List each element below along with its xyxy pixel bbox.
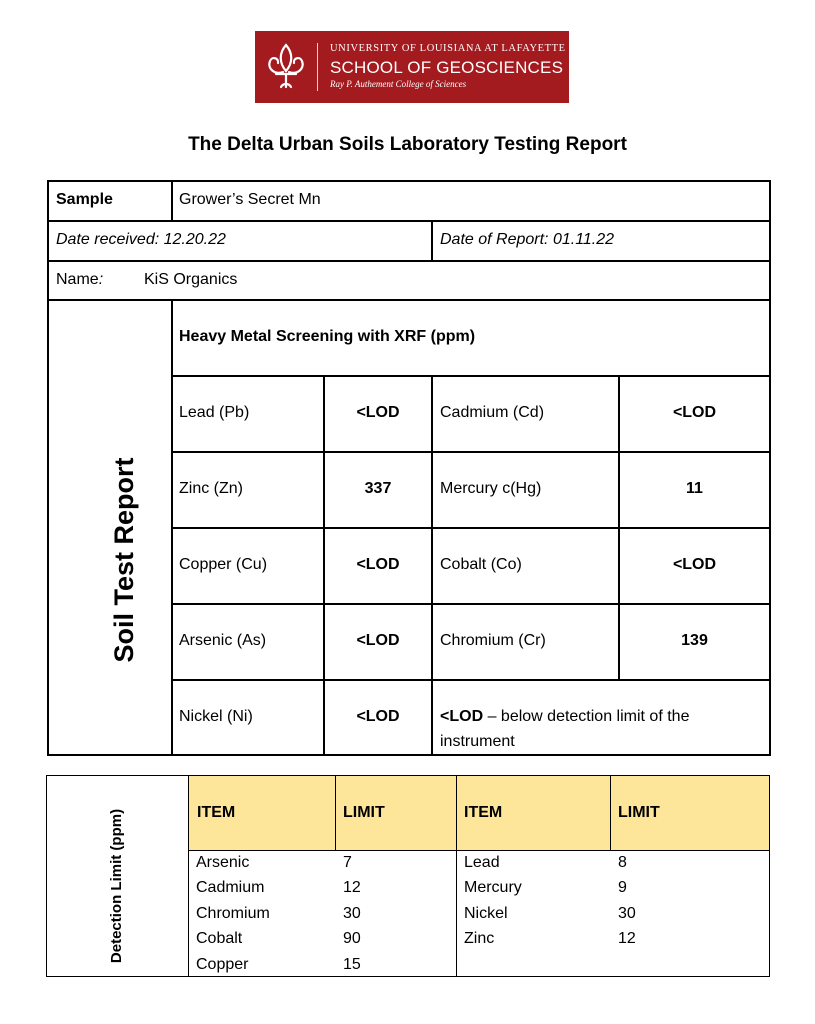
logo-divider bbox=[317, 43, 318, 91]
metal-name: Arsenic (As) bbox=[179, 632, 267, 649]
logo-university: UNIVERSITY OF LOUISIANA AT LAFAYETTE bbox=[330, 43, 566, 54]
detection-item: Lead bbox=[464, 854, 500, 871]
sample-value: Grower’s Secret Mn bbox=[179, 191, 321, 208]
detection-item: Nickel bbox=[464, 905, 508, 922]
lod-note-text: – below detection limit of the bbox=[483, 708, 690, 725]
detection-item: Copper bbox=[196, 956, 249, 973]
metal-name: Chromium (Cr) bbox=[440, 632, 546, 649]
detection-limit: 30 bbox=[618, 905, 636, 922]
detection-limit: 9 bbox=[618, 879, 627, 896]
detection-item: Zinc bbox=[464, 930, 495, 947]
metal-value: 337 bbox=[364, 480, 392, 497]
name-label bbox=[56, 271, 103, 289]
name-label-text: Name bbox=[56, 271, 99, 288]
lod-note-term: <LOD bbox=[440, 708, 484, 725]
metal-value: <LOD bbox=[672, 556, 717, 573]
logo-college: Ray P. Authement College of Sciences bbox=[330, 79, 467, 89]
report-title: The Delta Urban Soils Laboratory Testing Report bbox=[188, 134, 627, 155]
metal-value: 11 bbox=[686, 480, 703, 497]
metal-value: <LOD bbox=[356, 404, 400, 421]
lod-note-continued: instrument bbox=[440, 733, 515, 750]
detection-item: Cadmium bbox=[196, 879, 265, 896]
metal-value: <LOD bbox=[356, 632, 400, 649]
logo-school: SCHOOL OF GEOSCIENCES bbox=[330, 58, 564, 77]
metal-name: Lead (Pb) bbox=[179, 404, 250, 421]
detection-item: Arsenic bbox=[196, 854, 250, 871]
column-header-item: ITEM bbox=[464, 804, 503, 821]
metal-value: <LOD bbox=[356, 708, 400, 725]
detection-limit: 30 bbox=[343, 905, 361, 922]
date-of-report: Date of Report: 01.11.22 bbox=[440, 231, 615, 248]
screening-heading: Heavy Metal Screening with XRF (ppm) bbox=[179, 328, 476, 345]
metal-value: <LOD bbox=[356, 556, 400, 573]
university-logo-banner bbox=[255, 31, 569, 103]
column-header-limit: LIMIT bbox=[343, 804, 385, 821]
metal-name: Nickel (Ni) bbox=[179, 708, 253, 725]
detection-item: Chromium bbox=[196, 905, 270, 922]
detection-limit: 7 bbox=[343, 854, 352, 871]
name-value: KiS Organics bbox=[144, 271, 238, 288]
column-header-item: ITEM bbox=[197, 804, 236, 821]
metal-name: Cobalt (Co) bbox=[440, 556, 522, 573]
metal-name: Mercury c(Hg) bbox=[440, 480, 542, 497]
metal-value: 139 bbox=[681, 632, 708, 649]
metal-value: <LOD bbox=[672, 404, 717, 421]
detection-limit: 8 bbox=[618, 854, 627, 871]
sample-label: Sample bbox=[56, 191, 113, 208]
column-header-limit: LIMIT bbox=[618, 804, 660, 821]
fleur-de-lis-icon bbox=[261, 41, 311, 93]
detection-limit: 90 bbox=[343, 930, 361, 947]
metal-name: Cadmium (Cd) bbox=[440, 404, 545, 421]
name-colon: : bbox=[98, 271, 104, 288]
detection-limit: 12 bbox=[618, 930, 636, 947]
detection-item: Cobalt bbox=[196, 930, 243, 947]
detection-item: Mercury bbox=[464, 879, 522, 896]
detection-limit: 12 bbox=[343, 879, 361, 896]
soil-test-report-label: Soil Test Report bbox=[109, 457, 139, 663]
detection-limit-label: Detection Limit (ppm) bbox=[108, 808, 125, 964]
detection-limit: 15 bbox=[343, 956, 361, 973]
metal-name: Zinc (Zn) bbox=[179, 480, 243, 497]
date-received: Date received: 12.20.22 bbox=[56, 231, 226, 248]
metal-name: Copper (Cu) bbox=[179, 556, 268, 573]
lod-note bbox=[440, 708, 689, 726]
